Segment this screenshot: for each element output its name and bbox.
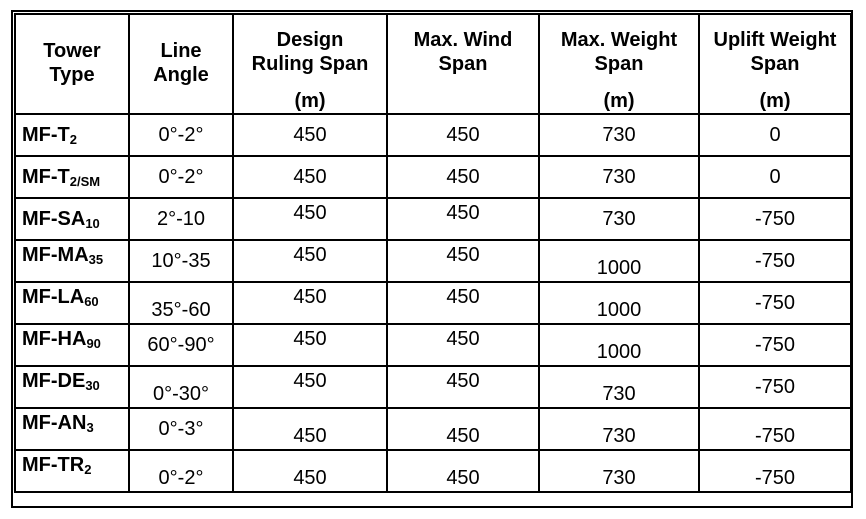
header-title: Design Ruling Span — [251, 29, 369, 75]
header-uplift-weight-span — [699, 14, 851, 114]
line-angle-cell: 0°-2° — [129, 114, 233, 156]
header-title: Max. Weight Span — [560, 29, 678, 75]
tower-type-cell: $MF-AN_3$ — [15, 408, 129, 450]
line-angle-cell: 2°-10 — [129, 198, 233, 240]
ruling-span-cell: 450 — [233, 240, 387, 282]
header-row — [15, 14, 851, 114]
line-angle-cell: 0°-2° — [129, 156, 233, 198]
tower-type-cell: $MF-LA_{60}$ — [15, 282, 129, 324]
header-design-ruling-span — [233, 14, 387, 114]
uplift-span-cell: 0 — [699, 156, 851, 198]
tower-span-table — [14, 13, 852, 493]
tower-type-cell: $MF-SA_{10}$ — [15, 198, 129, 240]
tower-type-cell: $MF-DE_{30}$ — [15, 366, 129, 408]
table-row — [15, 240, 851, 282]
wind-span-cell: 450 — [387, 282, 539, 324]
ruling-span-cell: 450 — [233, 282, 387, 324]
line-angle-cell: 0°-3° — [129, 408, 233, 450]
table-row — [15, 324, 851, 366]
header-tower-type — [15, 14, 129, 114]
uplift-span-cell: 0 — [699, 114, 851, 156]
ruling-span-cell: 450 — [233, 114, 387, 156]
table-row — [15, 450, 851, 492]
wind-span-cell: 450 — [387, 450, 539, 492]
weight-span-cell: 730 — [539, 366, 699, 408]
line-angle-cell: 35°-60 — [129, 282, 233, 324]
weight-span-cell: 1000 — [539, 324, 699, 366]
weight-span-cell: 1000 — [539, 282, 699, 324]
wind-span-cell: 450 — [387, 240, 539, 282]
header-max-wind-span — [387, 14, 539, 114]
wind-span-cell: 450 — [387, 114, 539, 156]
tower-type-cell: $MF-TR_2$ — [15, 450, 129, 492]
header-unit: (m) — [759, 90, 791, 112]
header-title: Max. Wind Span — [413, 29, 513, 75]
ruling-span-cell: 450 — [233, 366, 387, 408]
wind-span-cell: 450 — [387, 198, 539, 240]
wind-span-cell: 450 — [387, 324, 539, 366]
table-row — [15, 198, 851, 240]
uplift-span-cell: -750 — [699, 366, 851, 408]
tower-type-cell: $MF-T_{2/SM}$ — [15, 156, 129, 198]
wind-span-cell: 450 — [387, 156, 539, 198]
table-row — [15, 366, 851, 408]
uplift-span-cell: -750 — [699, 450, 851, 492]
ruling-span-cell: 450 — [233, 198, 387, 240]
header-unit: (m) — [294, 90, 326, 112]
line-angle-cell: 60°-90° — [129, 324, 233, 366]
header-line-angle — [129, 14, 233, 114]
table-row — [15, 408, 851, 450]
tower-type-cell: $MF-MA_{35}$ — [15, 240, 129, 282]
ruling-span-cell: 450 — [233, 450, 387, 492]
uplift-span-cell: -750 — [699, 324, 851, 366]
uplift-span-cell: -750 — [699, 240, 851, 282]
wind-span-cell: 450 — [387, 366, 539, 408]
weight-span-cell: 730 — [539, 198, 699, 240]
header-title: Tower Type — [43, 40, 101, 86]
header-title: Line Angle — [153, 40, 209, 86]
ruling-span-cell: 450 — [233, 408, 387, 450]
ruling-span-cell: 450 — [233, 156, 387, 198]
uplift-span-cell: -750 — [699, 282, 851, 324]
weight-span-cell: 730 — [539, 156, 699, 198]
ruling-span-cell: 450 — [233, 324, 387, 366]
line-angle-cell: 0°-2° — [129, 450, 233, 492]
wind-span-cell: 450 — [387, 408, 539, 450]
weight-span-cell: 730 — [539, 450, 699, 492]
tower-type-cell: $MF-T_2$ — [15, 114, 129, 156]
table-row — [15, 282, 851, 324]
line-angle-cell: 0°-30° — [129, 366, 233, 408]
line-angle-cell: 10°-35 — [129, 240, 233, 282]
table-row — [15, 156, 851, 198]
weight-span-cell: 730 — [539, 114, 699, 156]
tower-type-cell: $MF-HA_{90}$ — [15, 324, 129, 366]
weight-span-cell: 730 — [539, 408, 699, 450]
header-title: Uplift Weight Span — [713, 29, 837, 75]
header-unit: (m) — [603, 90, 635, 112]
uplift-span-cell: -750 — [699, 198, 851, 240]
weight-span-cell: 1000 — [539, 240, 699, 282]
table-row — [15, 114, 851, 156]
uplift-span-cell: -750 — [699, 408, 851, 450]
header-max-weight-span — [539, 14, 699, 114]
